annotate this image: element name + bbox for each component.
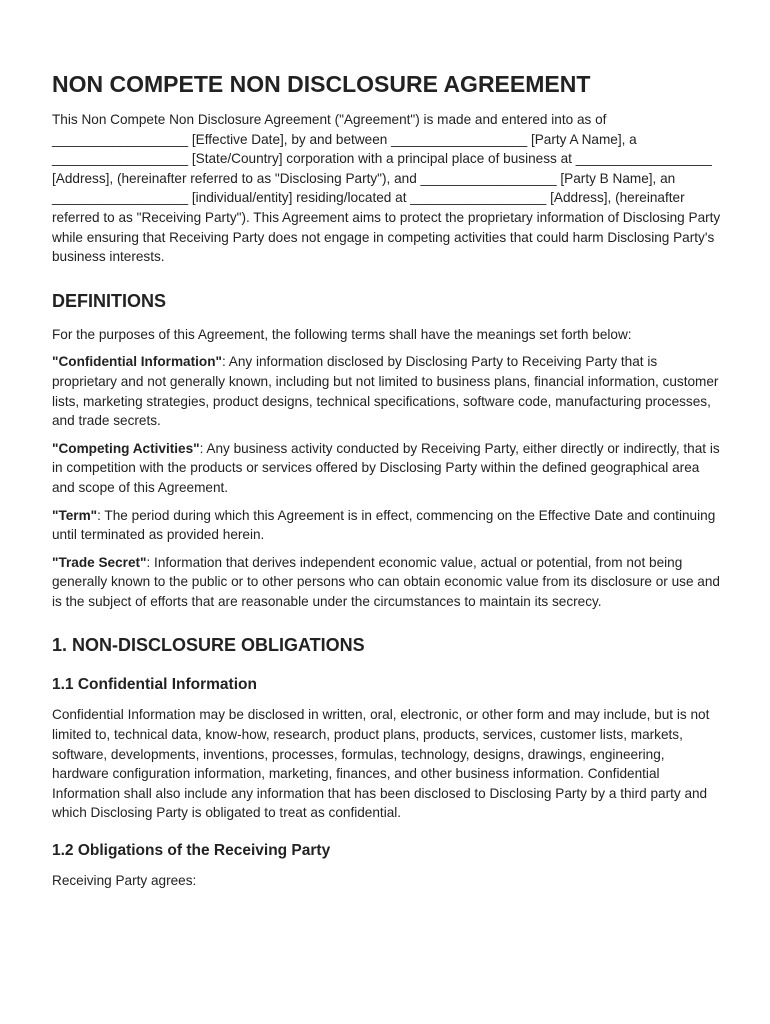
definition-text: : Information that derives independent economic value, actual or potential, from not being generally known to the public or to other persons who can obtain economic value from its disclosure or use and is the subject of efforts that are reasonable under the circumstances to maintain its secrecy. [52,554,720,609]
document-page [52,68,722,899]
definition-text: : The period during which this Agreement is in effect, commencing on the Effective Date and continuing until terminated as provided herein. [52,507,716,543]
definition-term: "Competing Activities" [52,440,200,456]
definition-text: : Any information disclosed by Disclosing Party to Receiving Party that is proprietary and not generally known, including but not limited to business plans, financial information, customer lists, marketing strategies, product designs, technical specifications, software code, manufacturing processes, and trade secrets. [52,354,719,429]
definition-term: "Term" [52,507,98,523]
definitions-lead: For the purposes of this Agreement, the following terms shall have the meanings set forth below: [52,326,632,342]
definition-item [52,506,722,545]
definitions-heading: DEFINITIONS [52,290,167,311]
section-1-1-heading: 1.1 Confidential Information [52,676,257,694]
intro-paragraph: This Non Compete Non Disclosure Agreement ("Agreement") is made and entered into as of __________________ [Effective Date], by and between __________________ [Party A Name], a __________________ [State/Country] corporation with a principal place of business at __________________ [Address], (hereinafter referred to as "Disclosing Party"), and __________________ [Party B Name], an __________________ [individual/entity] residing/located at __________________ [Address], (hereinafter referred to as "Receiving Party"). This Agreement aims to protect the proprietary information of Disclosing Party while ensuring that Receiving Party does not engage in competing activities that could harm Disclosing Party's business interests. [52,112,721,265]
section-1-2-heading: 1.2 Obligations of the Receiving Party [52,842,331,860]
definition-item [52,352,722,430]
definition-item [52,553,722,612]
section-1-heading: 1. NON-DISCLOSURE OBLIGATIONS [52,635,365,656]
definition-text: : Any business activity conducted by Receiving Party, either directly or indirectly, that is in competition with the products or services offered by Disclosing Party within the defined geographical area and scope of this Agreement. [52,440,720,495]
definition-term: "Trade Secret" [52,554,147,570]
section-1-2-text: Receiving Party agrees: [52,873,197,889]
definition-item [52,439,722,498]
section-1-1-text: Confidential Information may be disclosed in written, oral, electronic, or other form and may include, but is not limited to, technical data, know-how, research, product plans, products, services, customer lists, markets, software, developments, inventions, processes, formulas, technology, designs, drawings, engineering, hardware configuration information, marketing, finances, and other business information. Confidential Information shall also include any information that has been disclosed to Disclosing Party by a third party and which Disclosing Party is obligated to treat as confidential. [52,707,710,821]
document-title: NON COMPETE NON DISCLOSURE AGREEMENT [52,71,591,97]
definition-term: "Confidential Information" [52,354,222,370]
